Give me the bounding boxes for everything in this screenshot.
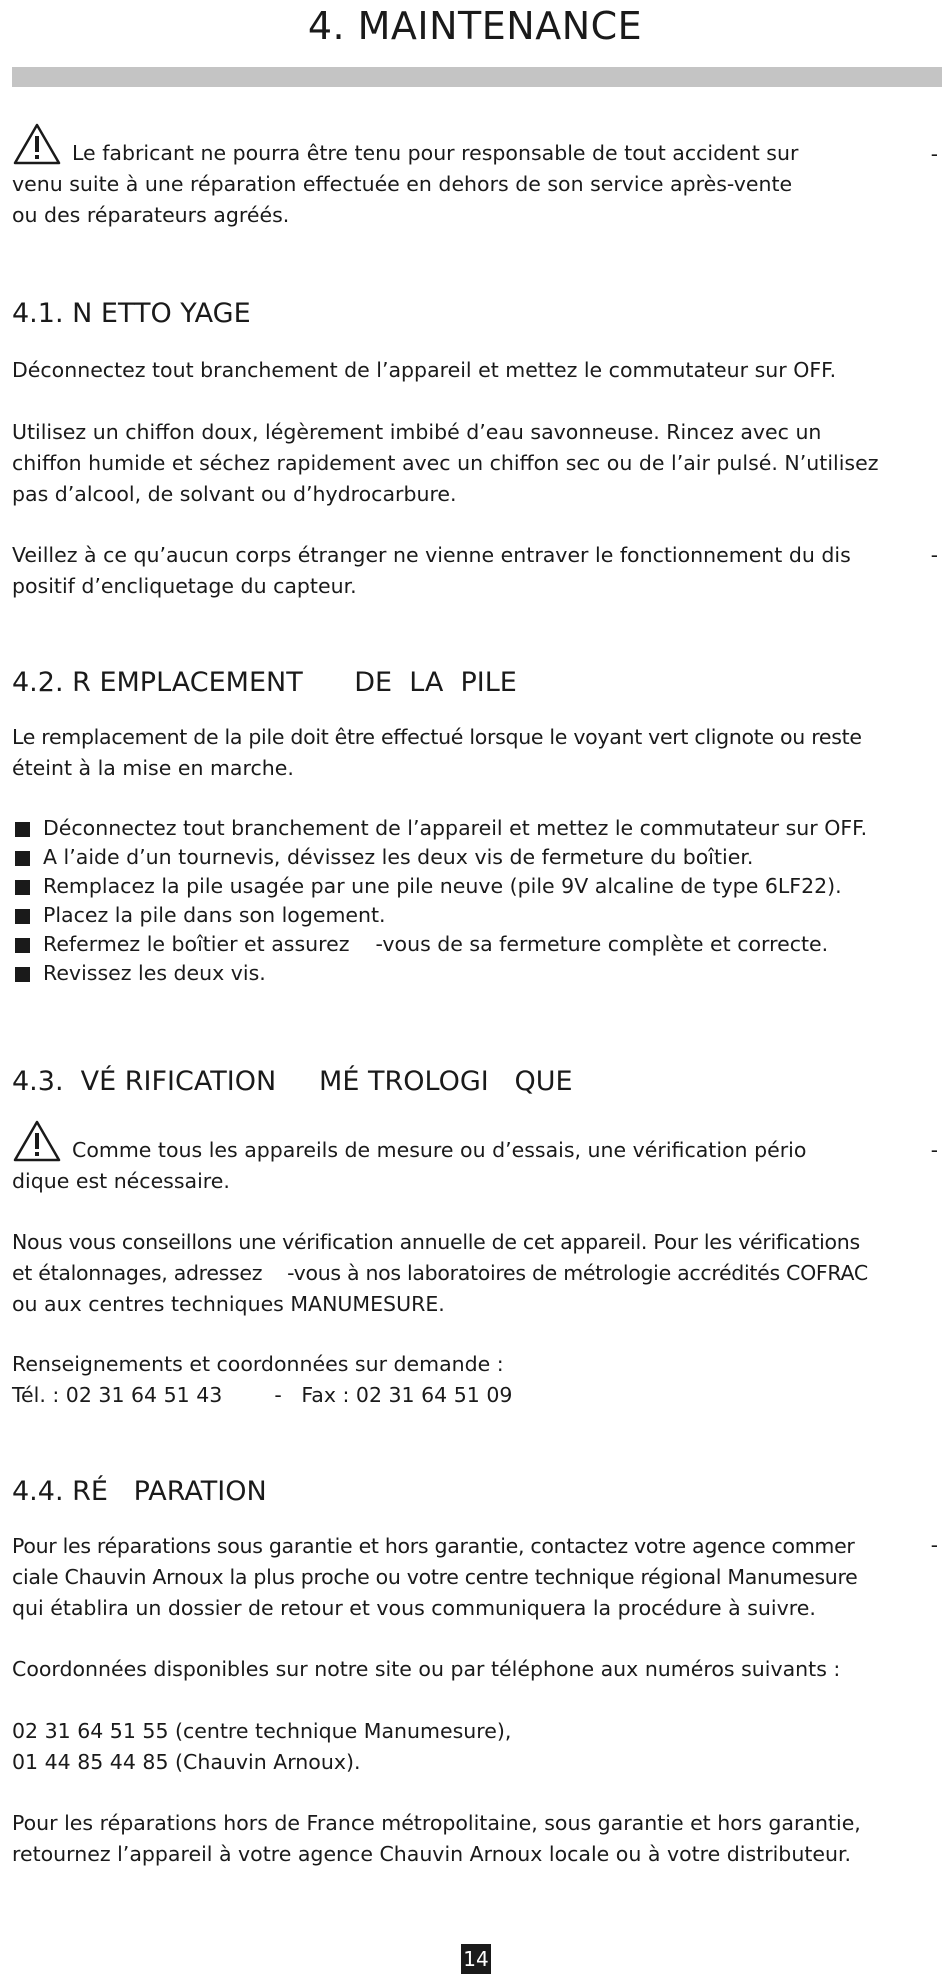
section-4-4-paragraph-2: Coordonnées disponibles sur notre site ou par téléphone aux numéros suivants :	[12, 1657, 841, 1681]
list-item: Remplacez la pile usagée par une pile neuve (pile 9V alcaline de type 6LF22).	[12, 872, 912, 901]
line-hyphen: -	[930, 543, 938, 567]
page-title: 4. MAINTENANCE	[307, 4, 643, 48]
warning-line: venu suite à une réparation effectuée en dehors de son service après-vente	[12, 172, 793, 196]
page-number: 14	[461, 1944, 491, 1974]
line-hyphen: -	[930, 1138, 938, 1162]
warning-triangle-icon	[12, 122, 62, 166]
bullet-square-icon	[15, 851, 30, 866]
section-4-1-paragraph-3: Veillez à ce qu’aucun corps étranger ne vienne entraver le fonctionnement du dis positif d’encliquetage du capteur.	[12, 543, 851, 598]
warning-line: Le fabricant ne pourra être tenu pour responsable de tout accident sur	[12, 122, 912, 169]
section-4-2-intro: Le remplacement de la pile doit être effectué lorsque le voyant vert clignote ou reste éteint à la mise en marche.	[12, 725, 862, 780]
section-heading-4-4: 4.4. RÉ PARATION	[12, 1476, 267, 1507]
bullet-square-icon	[15, 880, 30, 895]
warning-line: ou des réparateurs agréés.	[12, 203, 290, 227]
section-heading-4-3: 4.3. VÉ RIFICATION MÉ TROLOGI QUE	[12, 1066, 573, 1097]
section-4-4-paragraph-4: Pour les réparations hors de France métropolitaine, sous garantie et hors garantie, retournez l’appareil à votre agence Chauvin Arnoux locale ou à votre distributeur.	[12, 1811, 861, 1866]
bullet-square-icon	[15, 938, 30, 953]
paragraph: Déconnectez tout branchement de l’appareil et mettez le commutateur sur OFF.	[12, 358, 837, 382]
battery-steps-list	[12, 814, 912, 988]
line-hyphen: -	[930, 1533, 938, 1557]
line-hyphen: -	[930, 142, 938, 166]
warning-block-2: Comme tous les appareils de mesure ou d’essais, une vérification pério dique est nécessaire.	[12, 1119, 912, 1197]
section-heading-4-1: 4.1. N ETTO YAGE	[12, 298, 251, 329]
section-4-3-paragraph-1: Nous vous conseillons une vérification annuelle de cet appareil. Pour les vérifications et étalonnages, adressez -vous à nos laboratoires de métrologie accrédités COFRAC ou aux centres techniques MANUMESURE.	[12, 1230, 868, 1316]
bullet-square-icon	[15, 909, 30, 924]
bullet-square-icon	[15, 822, 30, 837]
list-item: Déconnectez tout branchement de l’appareil et mettez le commutateur sur OFF.	[12, 814, 912, 843]
warning-triangle-icon	[12, 1119, 62, 1163]
bullet-square-icon	[15, 967, 30, 982]
list-item: Revissez les deux vis.	[12, 959, 912, 988]
list-item: Placez la pile dans son logement.	[12, 901, 912, 930]
warning-block-1	[12, 122, 912, 231]
section-4-4-paragraph-1: Pour les réparations sous garantie et hors garantie, contactez votre agence commer ciale Chauvin Arnoux la plus proche ou votre centre technique régional Manumesure qui établira un dossier de retour et vous communiquera la procédure à suivre.	[12, 1534, 858, 1620]
section-heading-4-2: 4.2. R EMPLACEMENT DE LA PILE	[12, 667, 517, 698]
section-4-3-contact: Renseignements et coordonnées sur demande : Tél. : 02 31 64 51 43 - Fax : 02 31 64 51 09	[12, 1352, 513, 1407]
title-underline-bar	[12, 67, 942, 87]
section-4-1-body	[12, 355, 912, 386]
list-item: A l’aide d’un tournevis, dévissez les deux vis de fermeture du boîtier.	[12, 843, 912, 872]
list-item: Refermez le boîtier et assurez -vous de sa fermeture complète et correcte.	[12, 930, 912, 959]
section-4-1-paragraph-2: Utilisez un chiffon doux, légèrement imbibé d’eau savonneuse. Rincez avec un chiffon humide et séchez rapidement avec un chiffon sec ou de l’air pulsé. N’utilisez pas d’alcool, de solvant ou d’hydrocarbure.	[12, 420, 879, 506]
section-4-4-phone-numbers: 02 31 64 51 55 (centre technique Manumesure), 01 44 85 44 85 (Chauvin Arnoux).	[12, 1719, 512, 1774]
